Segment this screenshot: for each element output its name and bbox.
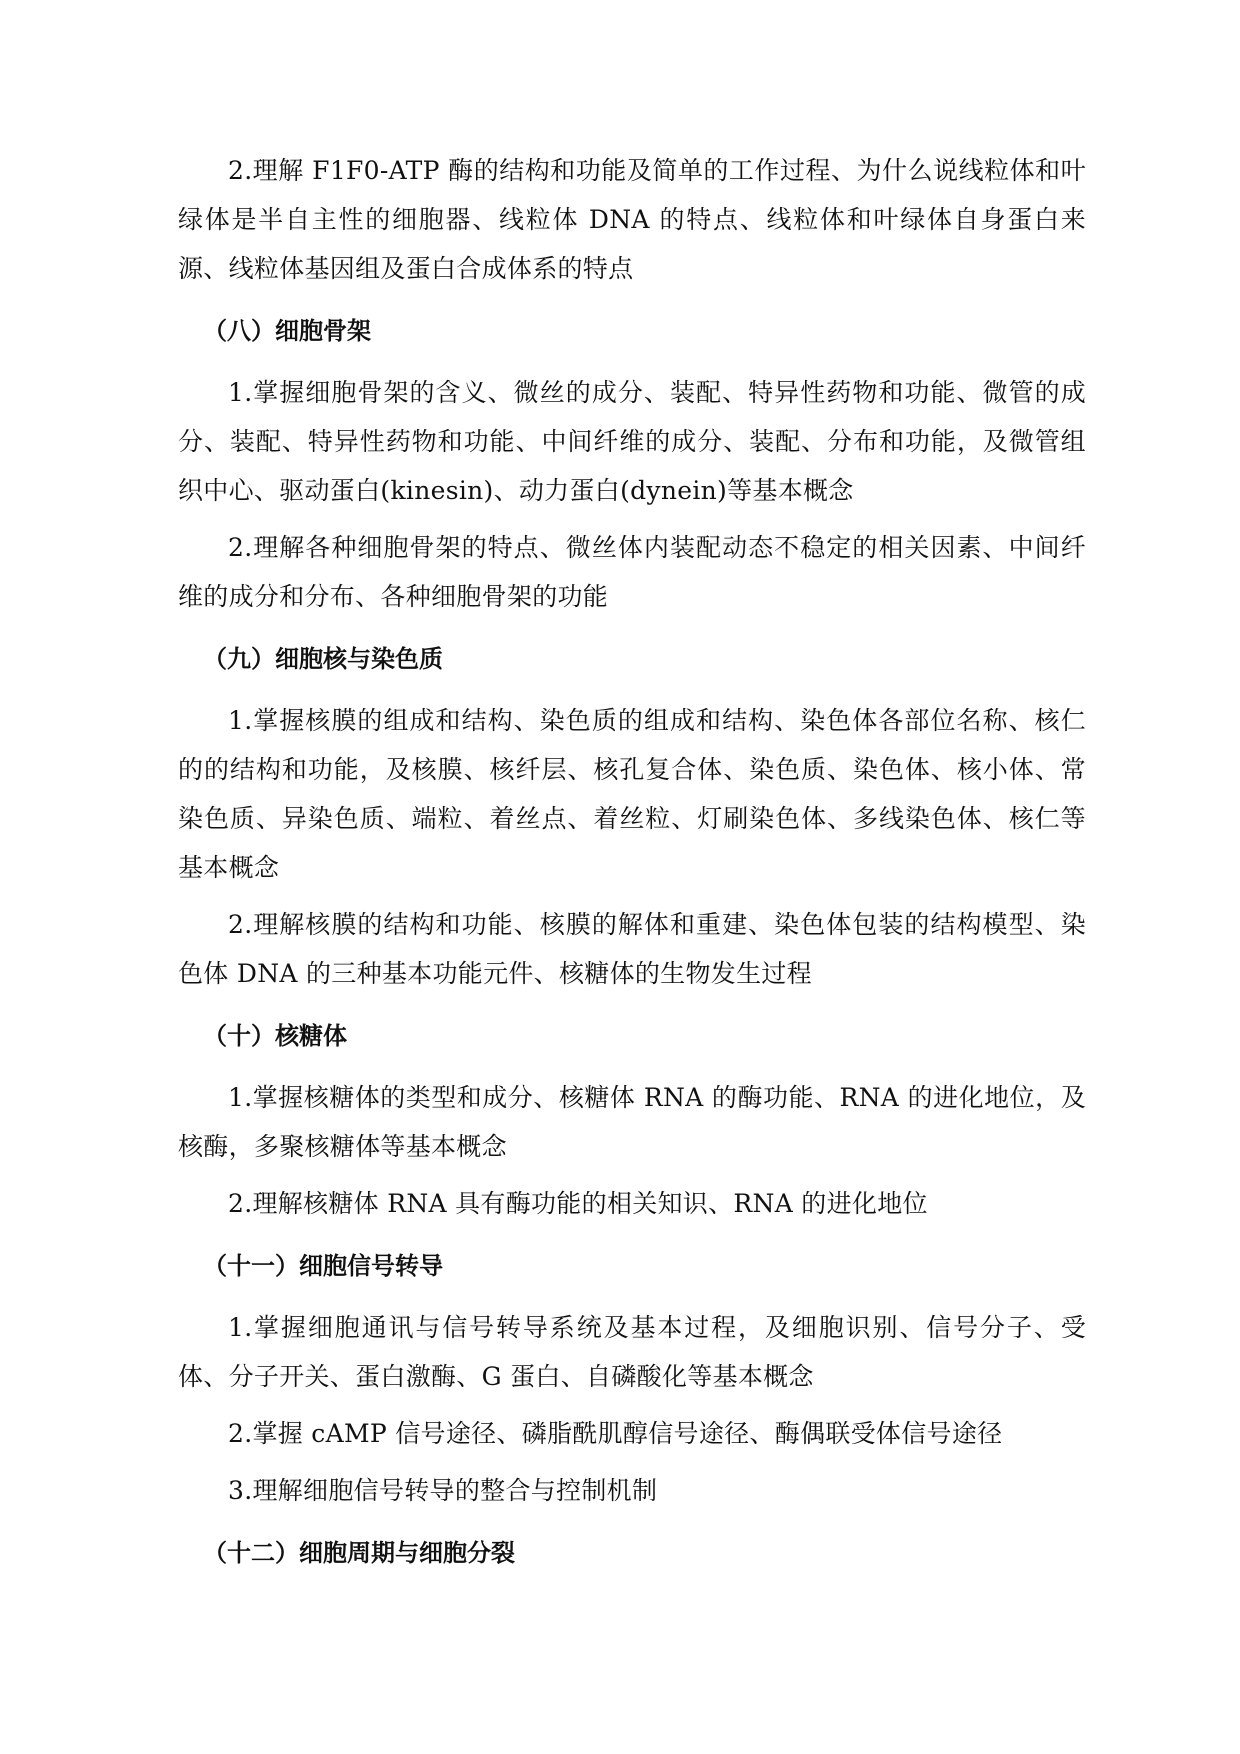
paragraph-cytoskeleton-item-2: 2.理解各种细胞骨架的特点、微丝体内装配动态不稳定的相关因素、中间纤维的成分和分布、各种细胞骨架的功能 bbox=[178, 533, 1086, 611]
section-heading-cytoskeleton: （八）细胞骨架 bbox=[203, 317, 371, 345]
section-heading-cell-cycle-division: （十二）细胞周期与细胞分裂 bbox=[203, 1539, 515, 1567]
paragraph-signaling-item-1: 1.掌握细胞通讯与信号转导系统及基本过程，及细胞识别、信号分子、受体、分子开关、蛋白激酶、G 蛋白、自磷酸化等基本概念 bbox=[178, 1313, 1086, 1391]
paragraph-cytoskeleton-item-1: 1.掌握细胞骨架的含义、微丝的成分、装配、特异性药物和功能、微管的成分、装配、特异性药物和功能、中间纤维的成分、装配、分布和功能，及微管组织中心、驱动蛋白(kinesin)、动力蛋白(dynein)等基本概念 bbox=[178, 378, 1086, 505]
document-body bbox=[178, 146, 1086, 1578]
paragraph-mitochondria-item-2: 2.理解 F1F0-ATP 酶的结构和功能及简单的工作过程、为什么说线粒体和叶绿体是半自主性的细胞器、线粒体 DNA 的特点、线粒体和叶绿体自身蛋白来源、线粒体基因组及蛋白合成体系的特点 bbox=[178, 156, 1086, 283]
paragraph-signaling-item-2: 2.掌握 cAMP 信号途径、磷脂酰肌醇信号途径、酶偶联受体信号途径 bbox=[228, 1419, 1003, 1448]
paragraph-ribosome-item-1: 1.掌握核糖体的类型和成分、核糖体 RNA 的酶功能、RNA 的进化地位，及核酶，多聚核糖体等基本概念 bbox=[178, 1083, 1086, 1161]
paragraph-nucleus-item-2: 2.理解核膜的结构和功能、核膜的解体和重建、染色体包装的结构模型、染色体 DNA 的三种基本功能元件、核糖体的生物发生过程 bbox=[178, 910, 1086, 988]
section-heading-signal-transduction: （十一）细胞信号转导 bbox=[203, 1252, 443, 1280]
paragraph-signaling-item-3: 3.理解细胞信号转导的整合与控制机制 bbox=[228, 1476, 658, 1505]
paragraph-ribosome-item-2: 2.理解核糖体 RNA 具有酶功能的相关知识、RNA 的进化地位 bbox=[228, 1189, 928, 1218]
section-heading-ribosome: （十）核糖体 bbox=[203, 1022, 347, 1050]
section-heading-nucleus-chromatin: （九）细胞核与染色质 bbox=[203, 645, 443, 673]
paragraph-nucleus-item-1: 1.掌握核膜的组成和结构、染色质的组成和结构、染色体各部位名称、核仁的的结构和功能，及核膜、核纤层、核孔复合体、染色质、染色体、核小体、常染色质、异染色质、端粒、着丝点、着丝粒、灯刷染色体、多线染色体、核仁等基本概念 bbox=[178, 706, 1086, 882]
